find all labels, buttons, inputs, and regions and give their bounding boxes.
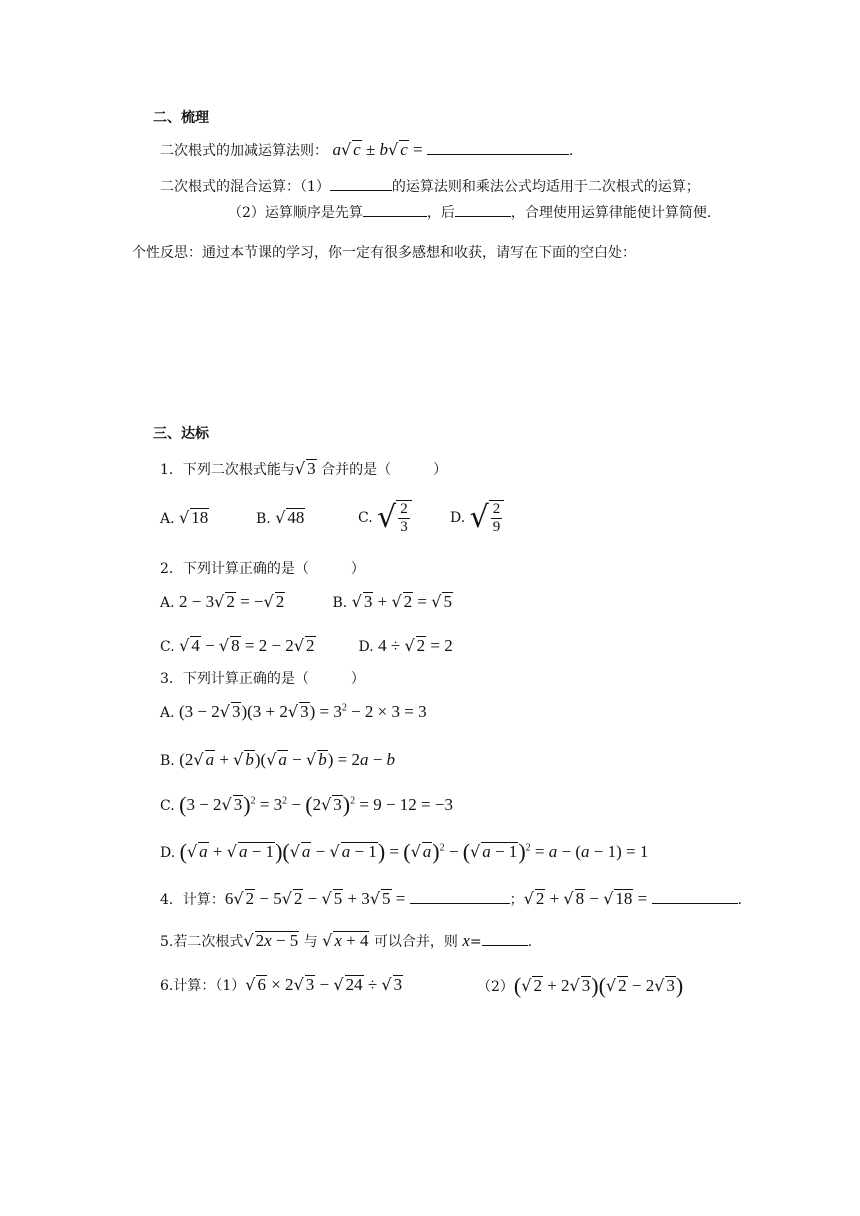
question-1-options [160,500,504,535]
question-1: 1．下列二次根式能与√ 3 合并的是（ ） [160,459,448,478]
option-b[interactable]: B. √ 3 + √ 2 = √ 5 [332,592,452,611]
question-3-option-d[interactable]: D. (√ a + √ a − 1)(√ a − √ a − 1) = (√ a)$^2$ − (√ a − 1)$^2$ = a − (a − 1) = 1 [160,839,649,864]
answer-blank[interactable] [427,140,569,155]
answer-blank[interactable] [455,202,511,217]
option-c[interactable]: C. √ 4 − √ 8 = 2 − 2√ 2 [160,636,315,655]
mixed-ops-line: 二次根式的混合运算：（1） 的运算法则和乘法公式均适用于二次根式的运算； [160,176,700,194]
option-d[interactable]: D. √ $\frac{2}{9}$ [450,500,504,535]
option-c[interactable]: C. √ $\frac{2}{3}$ [358,500,450,535]
question-3-option-c[interactable]: C. (3 − 2√ $3)^2 = 3^2 - (2√$ 3)$^2$ = 9 − 12 = −3 [160,792,453,817]
question-2-ab [160,592,453,611]
question-6-part-2: （2）(√ 2 + 2√ 3)(√ 2 − 2√ 3) [477,973,684,998]
question-3: 3．下列计算正确的是（ ） [160,671,365,687]
question-6: 6.计算：（1）√ 6 × 2√ 3 − √ 24 ÷ √ 3 [160,975,403,994]
reflection-prompt: 个性反思：通过本节课的学习，你一定有很多感想和收获，请写在下面的空白处： [132,245,636,261]
answer-blank[interactable] [330,176,392,191]
answer-blank[interactable] [410,889,510,904]
order-line: （2）运算顺序是先算 ，后 ，合理使用运算律能使计算简便. [228,202,711,220]
question-2-cd [160,636,453,655]
addition-rule-label: 二次根式的加减运算法则： [160,143,328,159]
question-5: 5.若二次根式√ 2x − 5 与 √ x + 4 可以合并，则 x= . [160,931,533,950]
answer-blank[interactable] [482,931,528,946]
addition-rule-line: 二次根式的加减运算法则： a√ c ± b√ c = . [160,140,574,159]
question-3-option-a[interactable]: A. (3 − 2√ 3)(3 + 2√ $3) = 3^2 - 2 \times 3 = 3$ [160,702,427,721]
question-3-option-b[interactable]: B. (2√ a + √ b)(√ a − √ b) = 2a − b [160,750,396,769]
option-b[interactable]: B. √ 48 [256,508,305,528]
question-2: 2．下列计算正确的是（ ） [160,561,365,577]
answer-blank[interactable] [652,889,738,904]
option-a[interactable]: A. 2 − 3√ 2 = −√ 2 [160,592,285,611]
question-4: 4．计算：6√ 2 − 5√ 2 − √ 5 + 3√ 5 = ；√ 2 + √ 8 − √ 18 = . [160,889,742,908]
option-a[interactable]: A. √ 18 [160,508,209,528]
section-title-review: 二、梳理 [153,110,209,126]
section-title-practice: 三、达标 [153,426,209,442]
answer-blank[interactable] [363,202,427,217]
option-d[interactable]: D. 4 ÷ √ 2 = 2 [358,636,453,655]
